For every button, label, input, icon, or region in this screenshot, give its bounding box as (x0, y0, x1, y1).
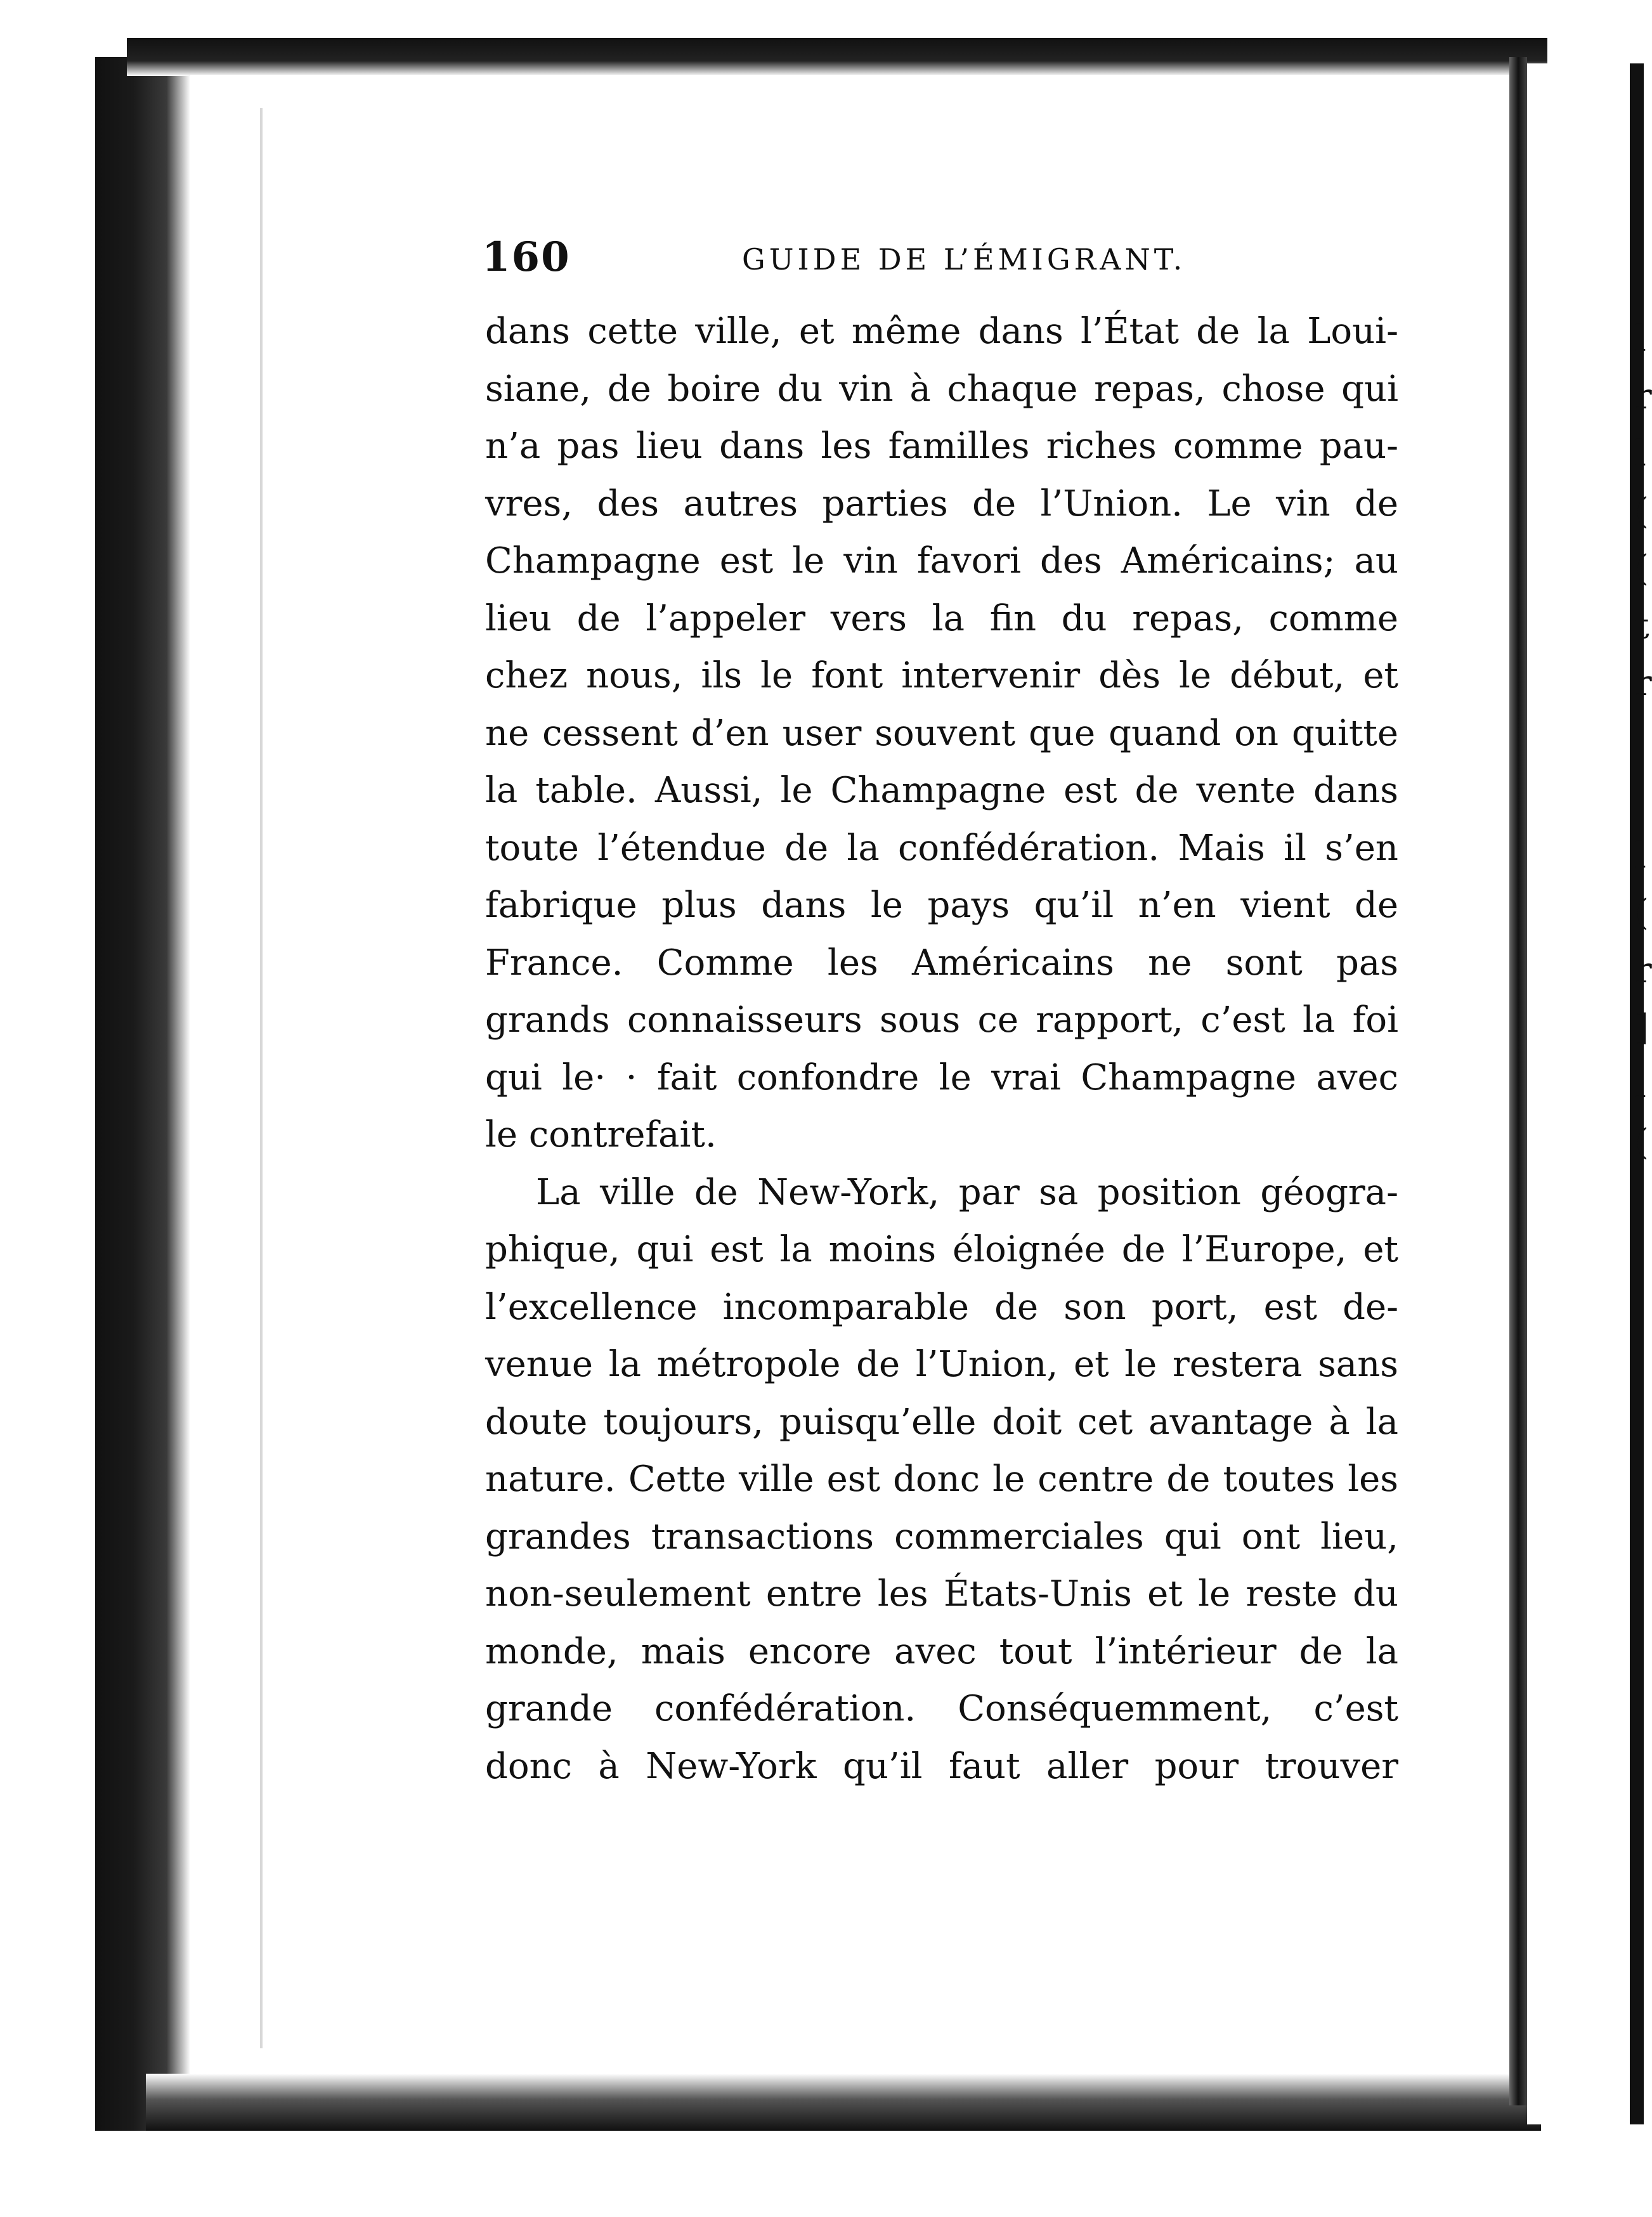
facing-glyph: l (1635, 318, 1646, 360)
facing-glyph: r (1635, 375, 1652, 417)
facing-glyph: ( (1635, 490, 1649, 532)
text-line: qui le· · fait confondre le vrai Champagne avec (485, 1056, 1398, 1098)
facing-glyph: ( (1635, 1122, 1649, 1163)
text-line: non-seulement entre les États-Unis et le reste du (485, 1573, 1398, 1615)
facing-glyph: l (1635, 433, 1646, 474)
text-line: doute toujours, puisqu’elle doit cet avantage à la (485, 1401, 1398, 1443)
facing-glyph: r (1635, 663, 1652, 704)
facing-glyph: r (1635, 949, 1652, 991)
text-line: grands connaisseurs sous ce rapport, c’est la foi (485, 999, 1398, 1041)
running-header (482, 233, 1395, 290)
text-line: France. Comme les Américains ne sont pas (485, 942, 1398, 984)
text-line: vres, des autres parties de l’Union. Le vin de (485, 483, 1398, 524)
paragraph-2 (485, 1164, 1398, 1796)
paragraph-1 (485, 303, 1398, 1164)
page-crease (260, 108, 263, 2048)
text-line: dans cette ville, et même dans l’État de la Loui- (485, 311, 1398, 352)
facing-page-text (1635, 311, 1652, 1172)
book-gutter (1509, 57, 1527, 2105)
facing-glyph (1635, 713, 1644, 770)
facing-glyph: ( (1635, 548, 1649, 589)
facing-glyph: l (1635, 1064, 1646, 1106)
text-line: la table. Aussi, le Champagne est de vente dans (485, 770, 1398, 811)
facing-glyph: ( (1635, 892, 1649, 933)
text-line: donc à New-York qu’il faut aller pour trouver (485, 1745, 1398, 1787)
page-number: 160 (482, 233, 571, 281)
text-line: fabrique plus dans le pays qu’il n’en vient de (485, 885, 1398, 926)
text-line: lieu de l’appeler vers la fin du repas, comme (485, 597, 1398, 639)
book-top-edge (127, 38, 1547, 76)
text-line: grandes transactions commerciales qui ont lieu, (485, 1516, 1398, 1557)
facing-glyph: t (1635, 605, 1649, 647)
text-line: Champagne est le vin favori des Américains; au (485, 540, 1398, 582)
text-line: La ville de New-York, par sa position géogra- (536, 1171, 1398, 1213)
text-line: siane, de boire du vin à chaque repas, chose qui (485, 368, 1398, 410)
book-bottom-edge (146, 2074, 1541, 2131)
text-line: grande confédération. Conséquemment, c’est (485, 1688, 1398, 1729)
facing-glyph (1635, 770, 1644, 828)
text-line: chez nous, ils le font intervenir dès le début, et (485, 655, 1398, 696)
facing-page (1527, 63, 1652, 2124)
text-line: venue la métropole de l’Union, et le restera sans (485, 1344, 1398, 1385)
text-line: n’a pas lieu dans les familles riches comme pau- (485, 426, 1398, 467)
book-left-edge (95, 57, 190, 2131)
text-line: monde, mais encore avec tout l’intérieur de la (485, 1630, 1398, 1672)
facing-glyph: l (1635, 835, 1646, 876)
text-line: toute l’étendue de la confédération. Mais il s’en (485, 827, 1398, 869)
facing-glyph: ] (1635, 1007, 1649, 1048)
text-line: le contrefait. (485, 1114, 717, 1155)
running-title: GUIDE DE L’ÉMIGRANT. (742, 242, 1187, 276)
body-text (485, 303, 1398, 1795)
text-line: phique, qui est la moins éloignée de l’Europe, et (485, 1229, 1398, 1270)
text-line: l’excellence incomparable de son port, est de- (485, 1286, 1398, 1328)
text-line: nature. Cette ville est donc le centre de toutes les (485, 1459, 1398, 1500)
text-line: ne cessent d’en user souvent que quand on quitte (485, 712, 1398, 754)
